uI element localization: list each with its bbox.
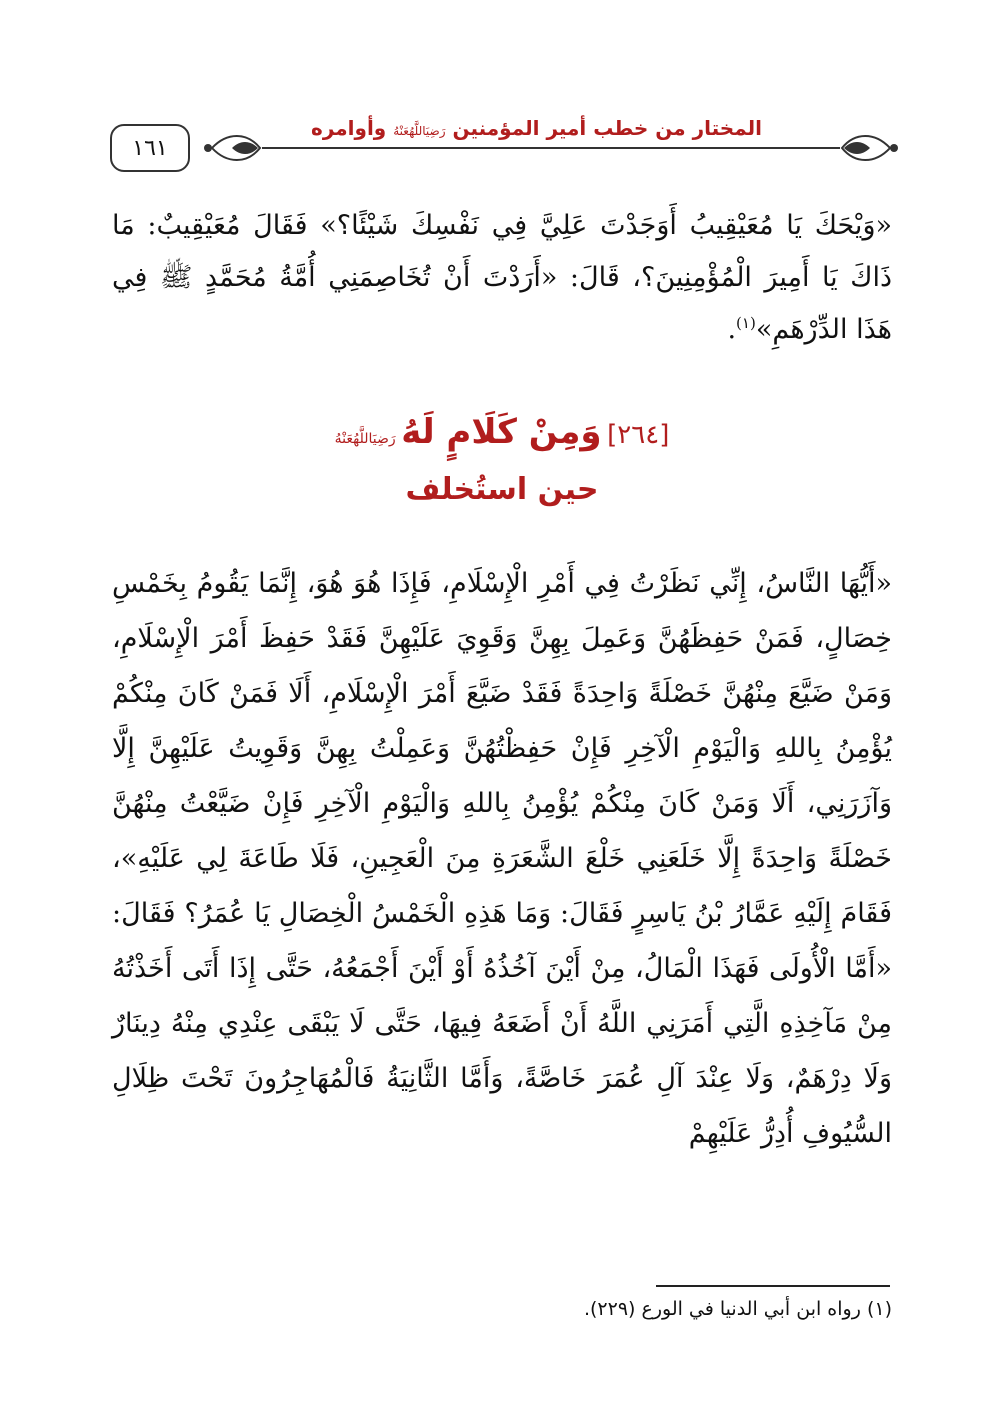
honorific-mark: رَضِيَاللَّهُعَنْهُ (393, 124, 446, 138)
footnote-marker: (١) (866, 1298, 892, 1320)
running-title-end: وأوامره (311, 116, 387, 140)
footnote-divider (656, 1285, 890, 1287)
running-title-text: المختار من خطب أمير المؤمنين (452, 116, 762, 140)
footnote (584, 1298, 892, 1320)
section-heading (0, 412, 1004, 452)
footnote-text: رواه ابن أبي الدنيا في الورع (٢٢٩). (583, 1298, 861, 1320)
page-number: ١٦١ (110, 124, 190, 172)
footnote-reference[interactable]: (١) (736, 314, 756, 332)
section-title: وَمِنْ كَلَامٍ لَهُ (401, 412, 602, 452)
running-title (303, 116, 770, 140)
paragraph-1 (112, 200, 892, 356)
paragraph-1-text: «وَيْحَكَ يَا مُعَيْقِيبُ أَوَجَدْتَ عَلِيَّ فِي نَفْسِكَ شَيْئًا؟» فَقَالَ مُعَيْقِيبٌ: مَا ذَاكَ يَا أَمِيرَ الْمُؤْمِنِينَ؟، قَالَ: «أَرَدْتَ أَنْ تُخَاصِمَنِي أُمَّةُ مُحَمَّدٍ ﷺ فِي هَذَا الدِّرْهَمِ» (112, 210, 892, 345)
paragraph-2: «أَيُّهَا النَّاسُ، إِنِّي نَظَرْتُ فِي أَمْرِ الْإِسْلَامِ، فَإِذَا هُوَ هُوَ، إِنَّمَا يَقُومُ بِخَمْسِ خِصَالٍ، فَمَنْ حَفِظَهُنَّ وَعَمِلَ بِهِنَّ وَقَوِيَ عَلَيْهِنَّ فَقَدْ حَفِظَ أَمْرَ الْإِسْلَامِ، وَمَنْ ضَيَّعَ مِنْهُنَّ خَصْلَةً وَاحِدَةً فَقَدْ ضَيَّعَ أَمْرَ الْإِسْلَامِ، أَلَا فَمَنْ كَانَ مِنْكُمْ يُؤْمِنُ بِاللهِ وَالْيَوْمِ الْآخِرِ فَإِنْ حَفِظْتُهُنَّ وَعَمِلْتُ بِهِنَّ وَقَوِيتُ عَلَيْهِنَّ إِلَّا وَآزَرَنِي، أَلَا وَمَنْ كَانَ مِنْكُمْ يُؤْمِنُ بِاللهِ وَالْيَوْمِ الْآخِرِ فَإِنْ ضَيَّعْتُ مِنْهُنَّ خَصْلَةً وَاحِدَةً إِلَّا خَلَعَنِي خَلْعَ الشَّعَرَةِ مِنَ الْعَجِينِ، فَلَا طَاعَةَ لِي عَلَيْهِ»، فَقَامَ إِلَيْهِ عَمَّارُ بْنُ يَاسِرٍ فَقَالَ: وَمَا هَذِهِ الْخَمْسُ الْخِصَالِ يَا عُمَرُ؟ فَقَالَ: «أَمَّا الْأُولَى فَهَذَا الْمَالُ، مِنْ أَيْنَ آخُذُهُ أَوْ أَيْنَ أَجْمَعُهُ، حَتَّى إِذَا أَتَى أَخَذْتُهُ مِنْ مَآخِذِهِ الَّتِي أَمَرَنِي اللَّهُ أَنْ أَضَعَهُ فِيهَا، حَتَّى لَا يَبْقَى عِنْدِي مِنْهُ دِينَارٌ وَلَا دِرْهَمٌ، وَلَا عِنْدَ آلِ عُمَرَ خَاصَّةً، وَأَمَّا الثَّانِيَةُ فَالْمُهَاجِرُونَ تَحْتَ ظِلَالِ السُّيُوفِ أُدِرُّ عَلَيْهِمْ (112, 568, 892, 1149)
section-number: [٢٦٤] (607, 420, 670, 450)
paragraph-1-end: . (727, 314, 737, 345)
page-header (110, 112, 900, 182)
section-subtitle: حين استُخلف (405, 472, 599, 507)
section-honorific: رَضِيَاللَّهُعَنْهُ (334, 431, 396, 447)
